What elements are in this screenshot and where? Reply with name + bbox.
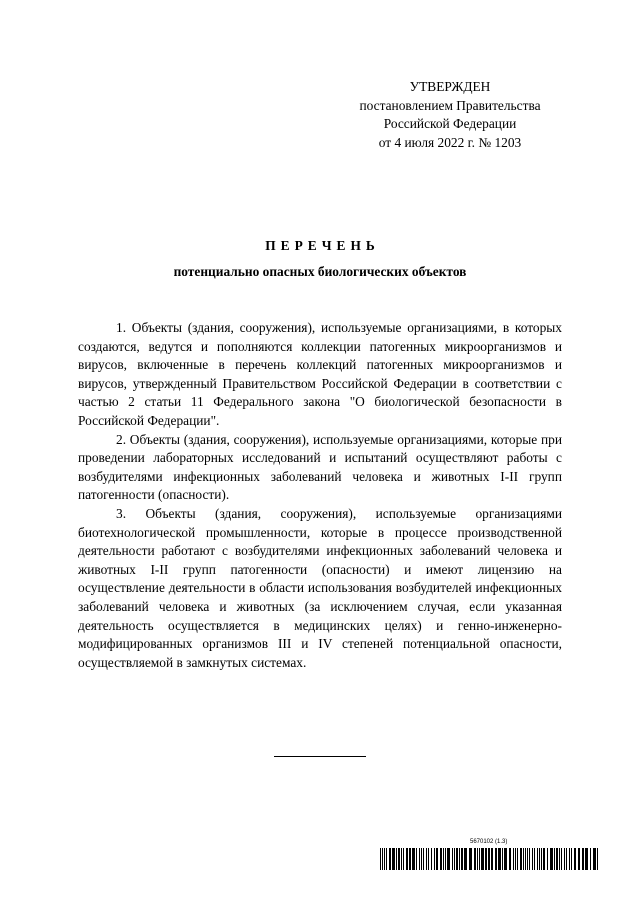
document-title: ПЕРЕЧЕНЬ <box>265 238 380 253</box>
document-subtitle: потенциально опасных биологических объектов <box>173 264 467 279</box>
list-item-3: 3. Объекты (здания, сооружения), используемые организациями биотехнологической промышленности, которые в процессе производственной деятельности работают с возбудителями инфекционных заболеваний человека и животных I-II групп патогенности (опасности) и имеют лицензию на осуществление деятельности в области использования возбудителей инфекционных заболеваний человека и животных (за исключением случая, если указанная деятельность осуществляется в медицинских целях) и генно-инженерно-модифицированных организмов III и IV степеней потенциальной опасности, осуществляемой в замкнутых системах. <box>78 505 562 670</box>
list-item-1: 1. Объекты (здания, сооружения), используемые организациями, в которых создаются, ведутся и пополняются коллекции патогенных микроорганизмов и вирусов, включенные в перечень коллекций патогенных микроорганизмов и вирусов, утвержденный Правительством Российской Федерации в соответствии с частью 2 статьи 11 Федерального закона "О биологической безопасности в Российской Федерации". <box>78 320 562 428</box>
end-divider <box>274 756 366 757</box>
list-item-2: 2. Объекты (здания, сооружения), используемые организациями, которые при проведении лабораторных исследований и испытаний осуществляют работы с возбудителями инфекционных заболеваний человека и животных I-II групп патогенности (опасности). <box>78 431 562 503</box>
approval-stamp <box>340 78 560 152</box>
barcode-image <box>380 848 602 870</box>
approval-line-resolution: постановлением Правительства <box>359 97 541 113</box>
barcode-label: 5670102 (1.3) <box>470 839 508 845</box>
approval-line-date: от 4 июля 2022 г. № 1203 <box>378 134 522 150</box>
approval-heading: УТВЕРЖДЕН <box>409 79 491 94</box>
approval-line-government: Российской Федерации <box>383 116 517 132</box>
document-body <box>78 319 562 672</box>
